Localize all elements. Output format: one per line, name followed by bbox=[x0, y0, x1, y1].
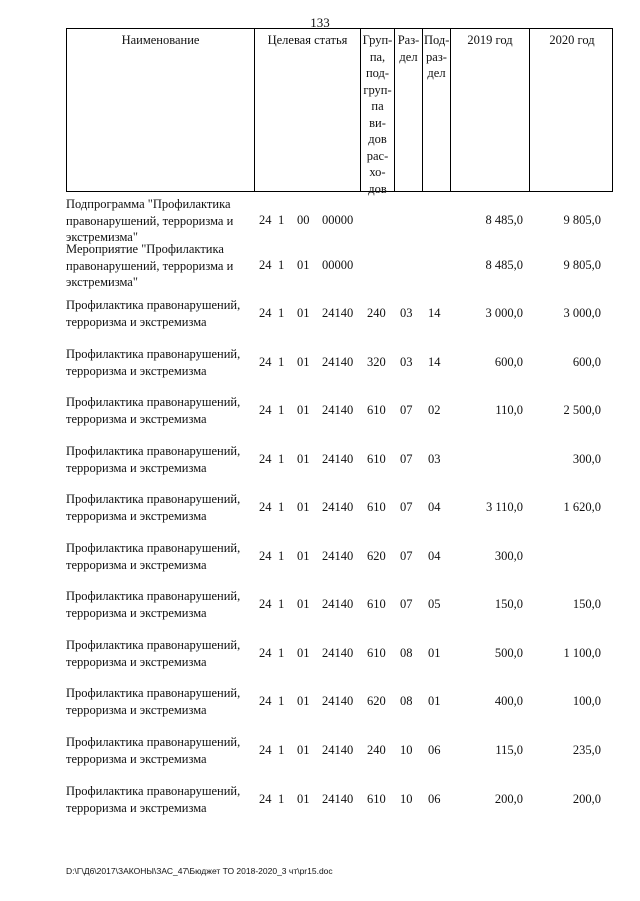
header-subsection bbox=[423, 29, 451, 191]
expense-group: 610 bbox=[367, 403, 386, 417]
value-2019: 500,0 bbox=[494, 646, 523, 660]
header-line: па ви- bbox=[369, 99, 386, 130]
section-code: 07 bbox=[400, 403, 413, 417]
section-code: 07 bbox=[400, 549, 413, 563]
header-line: Раз- bbox=[397, 33, 420, 47]
code-part-1: 24 bbox=[259, 597, 272, 611]
row-name: Профилактика правонарушений, терроризма и экстремизма bbox=[66, 784, 241, 815]
code-part-2: 1 bbox=[278, 743, 285, 757]
code-part-3: 01 bbox=[297, 597, 310, 611]
value-2019: 600,0 bbox=[494, 355, 523, 369]
code-part-2: 1 bbox=[278, 792, 285, 806]
value-2019: 3 110,0 bbox=[485, 500, 523, 514]
code-part-4: 00000 bbox=[322, 258, 354, 272]
expense-group: 320 bbox=[367, 355, 386, 369]
value-2020: 3 000,0 bbox=[563, 306, 601, 320]
expense-group: 620 bbox=[367, 549, 386, 563]
expense-group: 610 bbox=[367, 646, 386, 660]
subsection-code: 06 bbox=[428, 743, 441, 757]
code-part-3: 01 bbox=[297, 355, 310, 369]
code-part-1: 24 bbox=[259, 452, 272, 466]
code-part-4: 24140 bbox=[322, 549, 354, 563]
expense-group: 240 bbox=[367, 743, 386, 757]
value-2020: 235,0 bbox=[572, 743, 601, 757]
header-line: па, bbox=[369, 49, 386, 64]
row-name: Профилактика правонарушений, терроризма и экстремизма bbox=[66, 735, 241, 766]
row-name: Профилактика правонарушений, терроризма и экстремизма bbox=[66, 492, 241, 523]
expense-group: 240 bbox=[367, 306, 386, 320]
section-code: 03 bbox=[400, 355, 413, 369]
code-part-4: 24140 bbox=[322, 355, 354, 369]
value-2019: 150,0 bbox=[494, 597, 523, 611]
code-part-3: 01 bbox=[297, 743, 310, 757]
code-part-4: 24140 bbox=[322, 792, 354, 806]
value-2020: 200,0 bbox=[572, 792, 601, 806]
code-part-4: 24140 bbox=[322, 306, 354, 320]
header-2019: 2019 год bbox=[451, 29, 530, 191]
code-part-2: 1 bbox=[278, 306, 285, 320]
code-part-1: 24 bbox=[259, 403, 272, 417]
header-line: дел bbox=[399, 49, 418, 64]
value-2019: 3 000,0 bbox=[485, 306, 523, 320]
subsection-code: 14 bbox=[428, 355, 441, 369]
code-part-4: 24140 bbox=[322, 743, 354, 757]
code-part-1: 24 bbox=[259, 646, 272, 660]
header-line: Груп- bbox=[362, 33, 393, 47]
value-2019: 8 485,0 bbox=[485, 213, 523, 227]
header-line: груп- bbox=[363, 82, 392, 97]
row-name: Профилактика правонарушений, терроризма и экстремизма bbox=[66, 347, 241, 378]
subsection-code: 05 bbox=[428, 597, 441, 611]
expense-group: 620 bbox=[367, 694, 386, 708]
code-part-2: 1 bbox=[278, 549, 285, 563]
page-number: 133 bbox=[310, 15, 330, 30]
section-code: 07 bbox=[400, 500, 413, 514]
code-part-3: 01 bbox=[297, 549, 310, 563]
code-part-4: 24140 bbox=[322, 646, 354, 660]
code-part-3: 01 bbox=[297, 452, 310, 466]
row-name: Профилактика правонарушений, терроризма и экстремизма bbox=[66, 541, 241, 572]
value-2019: 400,0 bbox=[494, 694, 523, 708]
header-line: хо- bbox=[369, 165, 386, 179]
row-name: Профилактика правонарушений, терроризма и экстремизма bbox=[66, 638, 241, 669]
section-code: 03 bbox=[400, 306, 413, 320]
header-name: Наименование bbox=[67, 29, 255, 191]
code-part-1: 24 bbox=[259, 792, 272, 806]
row-name: Профилактика правонарушений, терроризма и экстремизма bbox=[66, 298, 241, 329]
header-line: дов bbox=[368, 132, 387, 146]
code-part-2: 1 bbox=[278, 355, 285, 369]
code-part-3: 01 bbox=[297, 258, 310, 272]
row-name: Профилактика правонарушений, терроризма и экстремизма bbox=[66, 589, 241, 620]
value-2020: 9 805,0 bbox=[563, 213, 601, 227]
section-code: 08 bbox=[400, 646, 413, 660]
section-code: 07 bbox=[400, 452, 413, 466]
subsection-code: 04 bbox=[428, 549, 441, 563]
value-2020: 600,0 bbox=[572, 355, 601, 369]
code-part-1: 24 bbox=[259, 306, 272, 320]
code-part-2: 1 bbox=[278, 694, 285, 708]
code-part-4: 00000 bbox=[322, 213, 354, 227]
header-2020: 2020 год bbox=[549, 33, 595, 47]
code-part-1: 24 bbox=[259, 258, 272, 272]
value-2020: 9 805,0 bbox=[563, 258, 601, 272]
file-path-footer: D:\Г\Д6\2017\ЗАКОНЫ\ЗАС_47\Бюджет ТО 2018-2020_3 чт\pr15.doc bbox=[66, 866, 333, 876]
expense-group: 610 bbox=[367, 500, 386, 514]
header-line: под- bbox=[365, 66, 390, 80]
section-code: 10 bbox=[400, 792, 413, 806]
code-part-4: 24140 bbox=[322, 403, 354, 417]
value-2019: 110,0 bbox=[495, 403, 523, 417]
value-2020: 300,0 bbox=[572, 452, 601, 466]
value-2020: 150,0 bbox=[572, 597, 601, 611]
value-2019: 300,0 bbox=[494, 549, 523, 563]
code-part-2: 1 bbox=[278, 403, 285, 417]
code-part-3: 01 bbox=[297, 403, 310, 417]
header-expense-group bbox=[361, 29, 395, 196]
value-2019: 200,0 bbox=[494, 792, 523, 806]
code-part-3: 01 bbox=[297, 306, 310, 320]
code-part-1: 24 bbox=[259, 500, 272, 514]
subsection-code: 06 bbox=[428, 792, 441, 806]
code-part-2: 1 bbox=[278, 597, 285, 611]
code-part-1: 24 bbox=[259, 694, 272, 708]
code-part-3: 01 bbox=[297, 500, 310, 514]
code-part-2: 1 bbox=[278, 258, 285, 272]
row-name: Профилактика правонарушений, терроризма и экстремизма bbox=[66, 686, 241, 717]
code-part-4: 24140 bbox=[322, 500, 354, 514]
row-name: Мероприятие "Профилактика правонарушений, терроризма и экстремизма" bbox=[66, 242, 234, 289]
code-part-1: 24 bbox=[259, 355, 272, 369]
row-name: Профилактика правонарушений, терроризма и экстремизма bbox=[66, 395, 241, 426]
header-target-article: Целевая статья bbox=[255, 29, 361, 191]
subsection-code: 14 bbox=[428, 306, 441, 320]
section-code: 10 bbox=[400, 743, 413, 757]
code-part-4: 24140 bbox=[322, 452, 354, 466]
row-name: Профилактика правонарушений, терроризма и экстремизма bbox=[66, 444, 241, 475]
code-part-4: 24140 bbox=[322, 694, 354, 708]
subsection-code: 02 bbox=[428, 403, 441, 417]
code-part-1: 24 bbox=[259, 549, 272, 563]
code-part-1: 24 bbox=[259, 213, 272, 227]
value-2020: 1 100,0 bbox=[563, 646, 601, 660]
header-line: Под- bbox=[424, 33, 450, 47]
header-line: рас- bbox=[366, 148, 389, 163]
expense-group: 610 bbox=[367, 452, 386, 466]
code-part-3: 00 bbox=[297, 213, 310, 227]
header-line: раз- bbox=[426, 49, 447, 64]
subsection-code: 03 bbox=[428, 452, 441, 466]
table-header bbox=[66, 28, 613, 196]
header-section bbox=[395, 29, 423, 191]
value-2019: 8 485,0 bbox=[485, 258, 523, 272]
row-name: Подпрограмма "Профилактика правонарушений, терроризма и экстремизма" bbox=[66, 197, 234, 244]
code-part-4: 24140 bbox=[322, 597, 354, 611]
section-code: 07 bbox=[400, 597, 413, 611]
value-2020: 100,0 bbox=[572, 694, 601, 708]
header-line: дел bbox=[427, 66, 446, 80]
subsection-code: 01 bbox=[428, 694, 441, 708]
subsection-code: 04 bbox=[428, 500, 441, 514]
code-part-2: 1 bbox=[278, 213, 285, 227]
code-part-3: 01 bbox=[297, 792, 310, 806]
code-part-2: 1 bbox=[278, 646, 285, 660]
code-part-3: 01 bbox=[297, 646, 310, 660]
value-2020: 1 620,0 bbox=[563, 500, 601, 514]
subsection-code: 01 bbox=[428, 646, 441, 660]
code-part-3: 01 bbox=[297, 694, 310, 708]
code-part-2: 1 bbox=[278, 452, 285, 466]
expense-group: 610 bbox=[367, 597, 386, 611]
section-code: 08 bbox=[400, 694, 413, 708]
code-part-2: 1 bbox=[278, 500, 285, 514]
value-2019: 115,0 bbox=[495, 743, 523, 757]
code-part-1: 24 bbox=[259, 743, 272, 757]
header-line: дов bbox=[368, 181, 387, 196]
value-2020: 2 500,0 bbox=[563, 403, 601, 417]
expense-group: 610 bbox=[367, 792, 386, 806]
